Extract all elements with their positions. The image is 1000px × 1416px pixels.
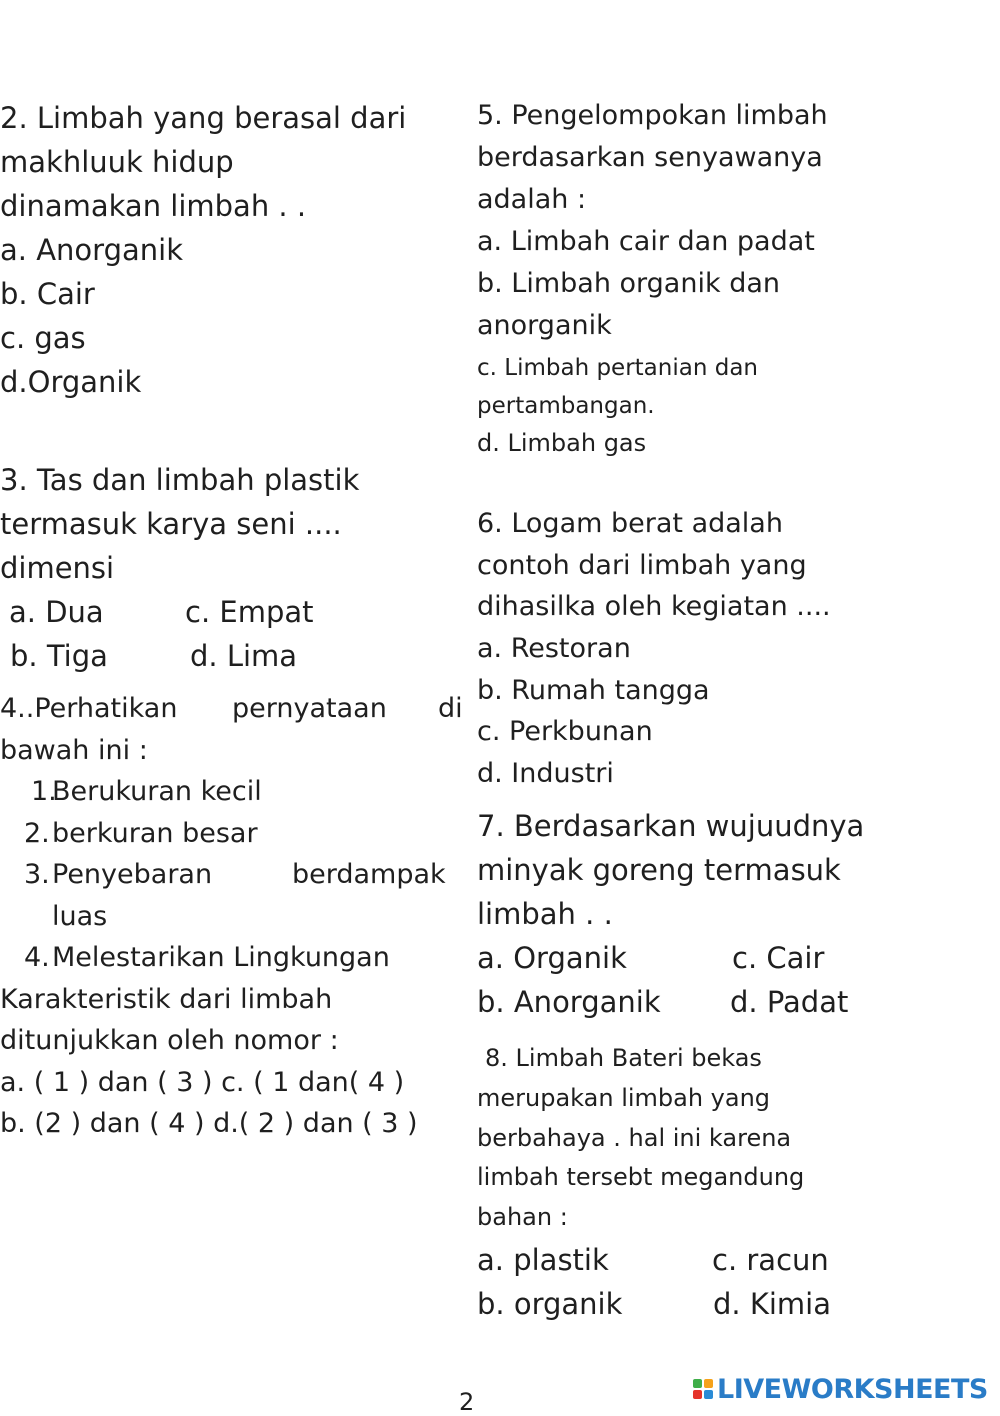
q6-option-c[interactable]: c. Perkbunan xyxy=(477,716,653,747)
q4-line-1: Karakteristik dari limbah xyxy=(0,984,333,1015)
q7-option-a[interactable]: a. Organik xyxy=(477,941,627,975)
q2-option-c[interactable]: c. gas xyxy=(0,321,86,355)
q8-option-a[interactable]: a. plastik xyxy=(477,1243,609,1277)
q4-item-1-text: Berukuran kecil xyxy=(52,776,262,807)
q7-line-2: minyak goreng termasuk xyxy=(477,853,841,887)
q4-item-2-number: 2. xyxy=(24,818,50,849)
q3-line-1: 3. Tas dan limbah plastik xyxy=(0,463,360,497)
q8-option-b[interactable]: b. organik xyxy=(477,1287,623,1321)
q8-line-2: merupakan limbah yang xyxy=(477,1084,771,1112)
q6-option-a[interactable]: a. Restoran xyxy=(477,633,631,664)
q5-option-b[interactable]: b. Limbah organik dan xyxy=(477,268,780,299)
left-column xyxy=(0,0,470,1200)
q7-option-b[interactable]: b. Anorganik xyxy=(477,985,661,1019)
q3-option-b[interactable]: b. Tiga xyxy=(10,639,108,673)
q4-intro-line-2: bawah ini : xyxy=(0,735,148,766)
q5-option-c[interactable]: c. Limbah pertanian dan xyxy=(477,355,758,381)
q2-option-d[interactable]: d.Organik xyxy=(0,365,142,399)
q4-options-row-1[interactable]: a. ( 1 ) dan ( 3 ) c. ( 1 dan( 4 ) xyxy=(0,1067,405,1098)
q6-option-b[interactable]: b. Rumah tangga xyxy=(477,675,710,706)
liveworksheets-logo xyxy=(693,1371,988,1407)
q6-line-2: contoh dari limbah yang xyxy=(477,550,807,581)
logo-square-blue-icon xyxy=(704,1390,713,1399)
q5-option-b-cont: anorganik xyxy=(477,310,612,341)
q8-line-3: berbahaya . hal ini karena xyxy=(477,1124,792,1152)
q3-line-2: termasuk karya seni .... xyxy=(0,507,342,541)
q4-item-3-number: 3. xyxy=(24,859,50,890)
logo-square-green-icon xyxy=(693,1379,702,1388)
logo-square-orange-icon xyxy=(704,1379,713,1388)
q6-option-d[interactable]: d. Industri xyxy=(477,758,614,789)
liveworksheets-logo-icon xyxy=(693,1379,713,1399)
q5-line-1: 5. Pengelompokan limbah xyxy=(477,100,828,131)
q4-item-2-text: berkuran besar xyxy=(52,818,258,849)
right-column xyxy=(477,0,1000,1340)
liveworksheets-logo-text: LIVEWORKSHEETS xyxy=(717,1373,988,1405)
q2-line-1: 2. Limbah yang berasal dari xyxy=(0,101,407,135)
q4-intro-word-2: pernyataan xyxy=(232,693,387,724)
q3-option-a[interactable]: a. Dua xyxy=(9,595,104,629)
q3-option-c[interactable]: c. Empat xyxy=(185,595,314,629)
q2-line-2: makhluuk hidup xyxy=(0,145,234,179)
q4-line-2: ditunjukkan oleh nomor : xyxy=(0,1025,339,1056)
q5-line-2: berdasarkan senyawanya xyxy=(477,142,823,173)
q6-line-1: 6. Logam berat adalah xyxy=(477,508,783,539)
q2-line-3: dinamakan limbah . . xyxy=(0,189,307,223)
q8-line-1: 8. Limbah Bateri bekas xyxy=(485,1044,762,1072)
q4-intro-word-1: 4..Perhatikan xyxy=(0,693,178,724)
logo-square-red-icon xyxy=(693,1390,702,1399)
q5-option-a[interactable]: a. Limbah cair dan padat xyxy=(477,226,815,257)
q5-option-c-cont: pertambangan. xyxy=(477,393,655,419)
q4-item-4-number: 4. xyxy=(24,942,50,973)
q3-line-3: dimensi xyxy=(0,551,115,585)
q7-option-c[interactable]: c. Cair xyxy=(732,941,825,975)
q4-item-1-number: 1. xyxy=(31,776,57,807)
q5-line-3: adalah : xyxy=(477,184,587,215)
q4-options-row-2[interactable]: b. (2 ) dan ( 4 ) d.( 2 ) dan ( 3 ) xyxy=(0,1108,418,1139)
page-number: 2 xyxy=(459,1388,475,1416)
q2-option-a[interactable]: a. Anorganik xyxy=(0,233,183,267)
q4-item-3-text-2: berdampak xyxy=(292,859,446,890)
q4-item-4-text: Melestarikan Lingkungan xyxy=(52,942,390,973)
q4-intro-word-3: di xyxy=(438,693,463,724)
q4-item-3-text-3: luas xyxy=(52,901,108,932)
q8-option-d[interactable]: d. Kimia xyxy=(713,1287,831,1321)
q8-line-5: bahan : xyxy=(477,1203,568,1231)
q5-option-d[interactable]: d. Limbah gas xyxy=(477,429,647,457)
q6-line-3: dihasilka oleh kegiatan .... xyxy=(477,591,831,622)
q8-line-4: limbah tersebt megandung xyxy=(477,1163,805,1191)
q7-line-1: 7. Berdasarkan wujuudnya xyxy=(477,809,865,843)
q4-item-3-text: Penyebaran xyxy=(52,859,213,890)
q7-line-3: limbah . . xyxy=(477,897,613,931)
q8-option-c[interactable]: c. racun xyxy=(712,1243,829,1277)
q7-option-d[interactable]: d. Padat xyxy=(730,985,849,1019)
q3-option-d[interactable]: d. Lima xyxy=(190,639,298,673)
q2-option-b[interactable]: b. Cair xyxy=(0,277,95,311)
